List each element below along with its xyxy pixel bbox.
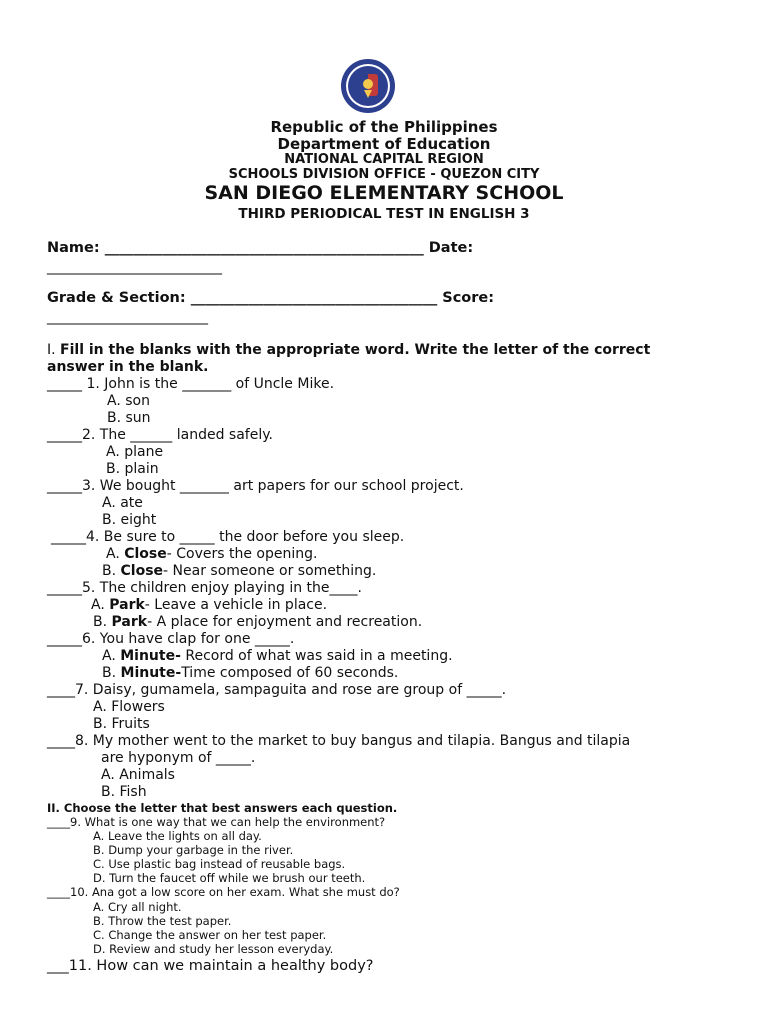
q4-option-b — [102, 563, 376, 580]
q5a-word: Park — [109, 597, 145, 613]
question-4: _____4. Be sure to _____ the door before you sleep. — [51, 529, 405, 545]
q2-option-a: A. plane — [106, 444, 164, 460]
q10-option-c: C. Change the answer on her test paper. — [93, 928, 327, 942]
q6a-word: Minute- — [120, 648, 181, 664]
q3-option-a: A. ate — [102, 495, 143, 511]
part1-roman: I. — [47, 342, 56, 358]
question-3: _____3. We bought _______ art papers for our school project. — [47, 478, 464, 494]
q5b-letter: B. — [93, 614, 112, 630]
q10-option-b: B. Throw the test paper. — [93, 914, 232, 928]
region-line: NATIONAL CAPITAL REGION — [284, 152, 484, 167]
q9-option-c: C. Use plastic bag instead of reusable bags. — [93, 857, 346, 871]
question-8-cont: are hyponym of _____. — [101, 750, 256, 766]
deped-seal-icon — [340, 58, 396, 114]
q7-option-b: B. Fruits — [93, 716, 150, 732]
question-8: ____8. My mother went to the market to buy bangus and tilapia. Bangus and tilapia — [47, 733, 631, 749]
q4b-word: Close — [120, 563, 164, 579]
q5b-word: Park — [111, 614, 148, 630]
school-name: SAN DIEGO ELEMENTARY SCHOOL — [204, 182, 564, 204]
question-5: _____5. The children enjoy playing in the____. — [47, 580, 362, 596]
q5a-definition: - Leave a vehicle in place. — [144, 597, 328, 613]
q4a-word: Close — [124, 546, 167, 562]
score-field-line[interactable]: _______________________ — [47, 309, 208, 325]
question-9: ____9. What is one way that we can help the environment? — [47, 815, 386, 829]
grade-score-field[interactable]: Grade & Section: __________________________________ Score: — [47, 290, 495, 306]
q5b-definition: - A place for enjoyment and recreation. — [147, 614, 423, 630]
q10-option-d: D. Review and study her lesson everyday. — [93, 942, 334, 956]
question-2: _____2. The ______ landed safely. — [47, 427, 273, 443]
question-6: _____6. You have clap for one _____. — [47, 631, 295, 647]
q10-option-a: A. Cry all night. — [93, 900, 182, 914]
q6-option-b — [102, 665, 398, 682]
q5-option-a — [91, 597, 327, 614]
test-title: THIRD PERIODICAL TEST IN ENGLISH 3 — [238, 206, 530, 222]
question-1: _____ 1. John is the _______ of Uncle Mike. — [47, 376, 335, 392]
republic-line: Republic of the Philippines — [270, 118, 498, 136]
q6b-letter: B. — [102, 665, 121, 681]
q4a-letter: A. — [106, 546, 125, 562]
q3-option-b: B. eight — [102, 512, 157, 528]
q4b-definition: - Near someone or something. — [163, 563, 377, 579]
part1-instruction-text: Fill in the blanks with the appropriate word. Write the letter of the correct — [60, 342, 651, 358]
department-line: Department of Education — [277, 135, 491, 153]
question-7: ____7. Daisy, gumamela, sampaguita and rose are group of _____. — [47, 682, 507, 698]
q6b-definition: Time composed of 60 seconds. — [181, 665, 399, 681]
q9-option-d: D. Turn the faucet off while we brush our teeth. — [93, 871, 366, 885]
q7-option-a: A. Flowers — [93, 699, 165, 715]
q2-option-b: B. plain — [106, 461, 159, 477]
q5-option-b — [93, 614, 422, 631]
q1-option-a: A. son — [107, 393, 150, 409]
q8-option-a: A. Animals — [101, 767, 175, 783]
q4a-definition: - Covers the opening. — [166, 546, 318, 562]
q6b-word: Minute- — [120, 665, 182, 681]
name-date-field[interactable]: Name: ____________________________________________ Date: — [47, 240, 474, 256]
q6a-definition: Record of what was said in a meeting. — [180, 648, 453, 664]
q9-option-a: A. Leave the lights on all day. — [93, 829, 262, 843]
question-11: ___11. How can we maintain a healthy body? — [47, 958, 374, 974]
q5a-letter: A. — [91, 597, 110, 613]
part1-instruction — [47, 342, 650, 359]
division-line: SCHOOLS DIVISION OFFICE - QUEZON CITY — [228, 167, 540, 182]
date-field-line[interactable]: _________________________ — [47, 259, 222, 275]
q8-option-b: B. Fish — [101, 784, 147, 800]
q9-option-b: B. Dump your garbage in the river. — [93, 843, 294, 857]
q4-option-a — [106, 546, 317, 563]
part2-instruction: II. Choose the letter that best answers each question. — [47, 801, 398, 815]
q4b-letter: B. — [102, 563, 121, 579]
q1-option-b: B. sun — [107, 410, 151, 426]
q6-option-a — [102, 648, 453, 665]
q6a-letter: A. — [102, 648, 121, 664]
question-10: ____10. Ana got a low score on her exam. What she must do? — [47, 885, 400, 899]
part1-instruction-cont: answer in the blank. — [47, 359, 209, 375]
